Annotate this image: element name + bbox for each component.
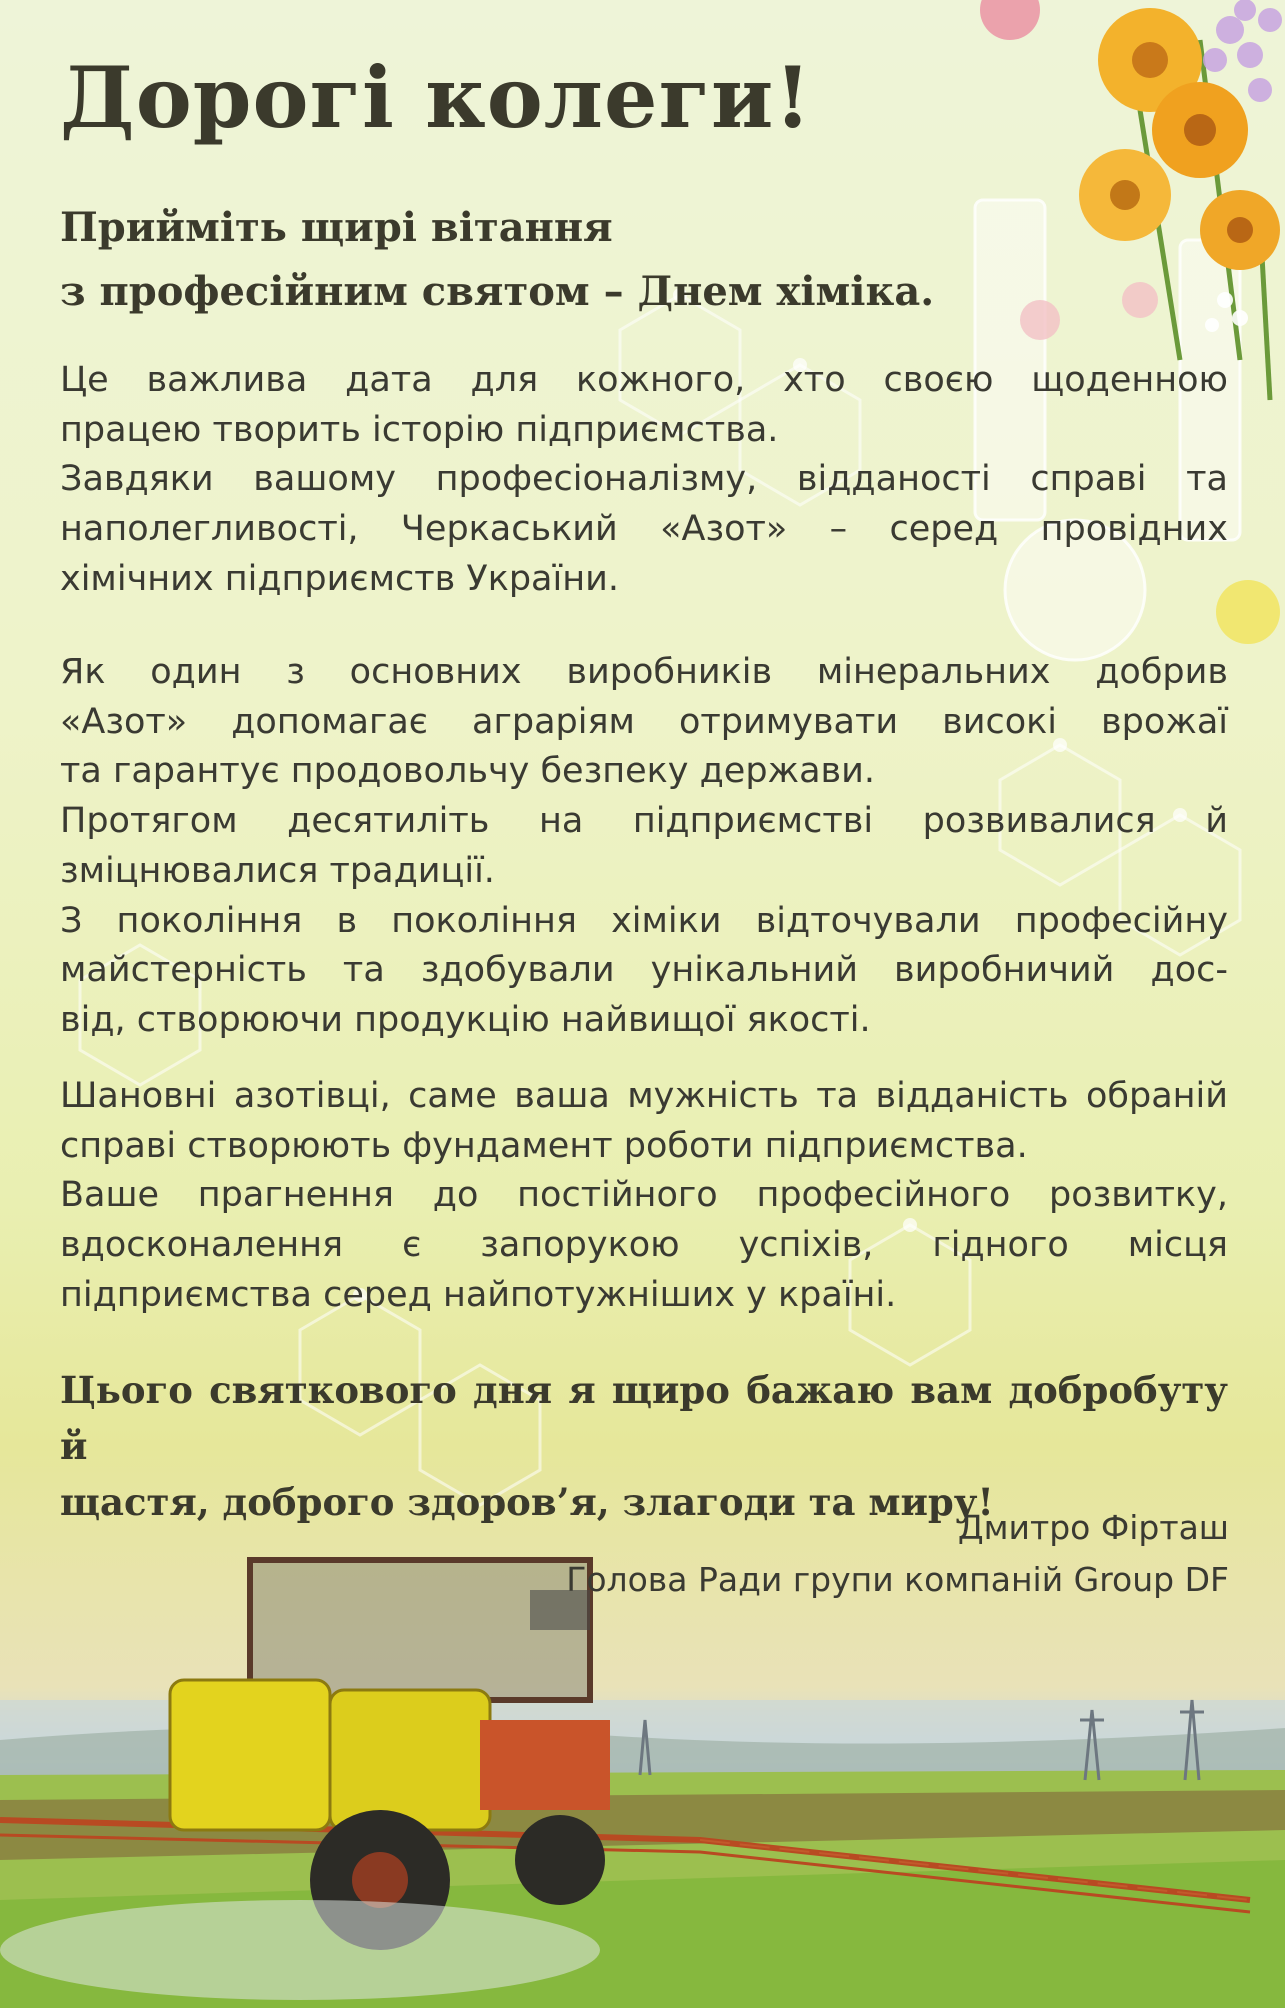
text-line: Це важлива дата для кожного, хто своєю щоденною bbox=[60, 360, 1228, 400]
paragraph-importance bbox=[60, 356, 1228, 605]
signature-position: Голова Ради групи компаній Group DF bbox=[566, 1560, 1229, 1599]
subtitle-line: з професійним святом – Днем хіміка. bbox=[60, 268, 935, 315]
text-line: зміцнювалися традиції. bbox=[60, 850, 495, 891]
text-line: справі створюють фундамент роботи підприємства. bbox=[60, 1125, 1028, 1166]
text-line: наполегливості, Черкаський «Азот» – серед провідних bbox=[60, 509, 1228, 550]
text-line: Протягом десятиліть на підприємстві розвивалися й bbox=[60, 801, 1228, 842]
text-line: Завдяки вашому професіоналізму, відданості справі та bbox=[60, 459, 1228, 500]
text-line: підприємства серед найпотужніших у країні. bbox=[60, 1274, 897, 1315]
paragraph-production bbox=[60, 648, 1228, 1046]
signature bbox=[566, 1502, 1229, 1606]
closing-line: Цього святкового дня я щиро бажаю вам добробуту й bbox=[60, 1368, 1228, 1468]
text-line: вдосконалення є запорукою успіхів, гідного місця bbox=[60, 1225, 1228, 1266]
text-line: працею творить історію підприємства. bbox=[60, 409, 779, 450]
text-line: хімічних підприємств України. bbox=[60, 558, 619, 599]
text-line: Як один з основних виробників мінеральних добрив bbox=[60, 652, 1228, 692]
text-line: Шановні азотівці, саме ваша мужність та відданість обраній bbox=[60, 1076, 1228, 1116]
paragraph-appreciation bbox=[60, 1072, 1228, 1321]
page-title: Дорогі колеги! bbox=[60, 48, 813, 147]
text-line: та гарантує продовольчу безпеку держави. bbox=[60, 751, 876, 792]
signature-name: Дмитро Фірташ bbox=[957, 1508, 1229, 1547]
text-line: З покоління в покоління хіміки відточували професійну bbox=[60, 900, 1228, 941]
text-line: Ваше прагнення до постійного професійного розвитку, bbox=[60, 1175, 1228, 1216]
subtitle-line: Прийміть щирі вітання bbox=[60, 204, 613, 251]
text-line: майстерність та здобували унікальний виробничий дос- bbox=[60, 950, 1228, 991]
text-line: від, створюючи продукцію найвищої якості. bbox=[60, 999, 871, 1040]
text-line: «Азот» допомагає аграріям отримувати високі врожаї bbox=[60, 701, 1228, 742]
closing-line: щастя, доброго здоров’я, злагоди та миру! bbox=[60, 1480, 994, 1524]
greeting-subtitle bbox=[60, 196, 1160, 324]
